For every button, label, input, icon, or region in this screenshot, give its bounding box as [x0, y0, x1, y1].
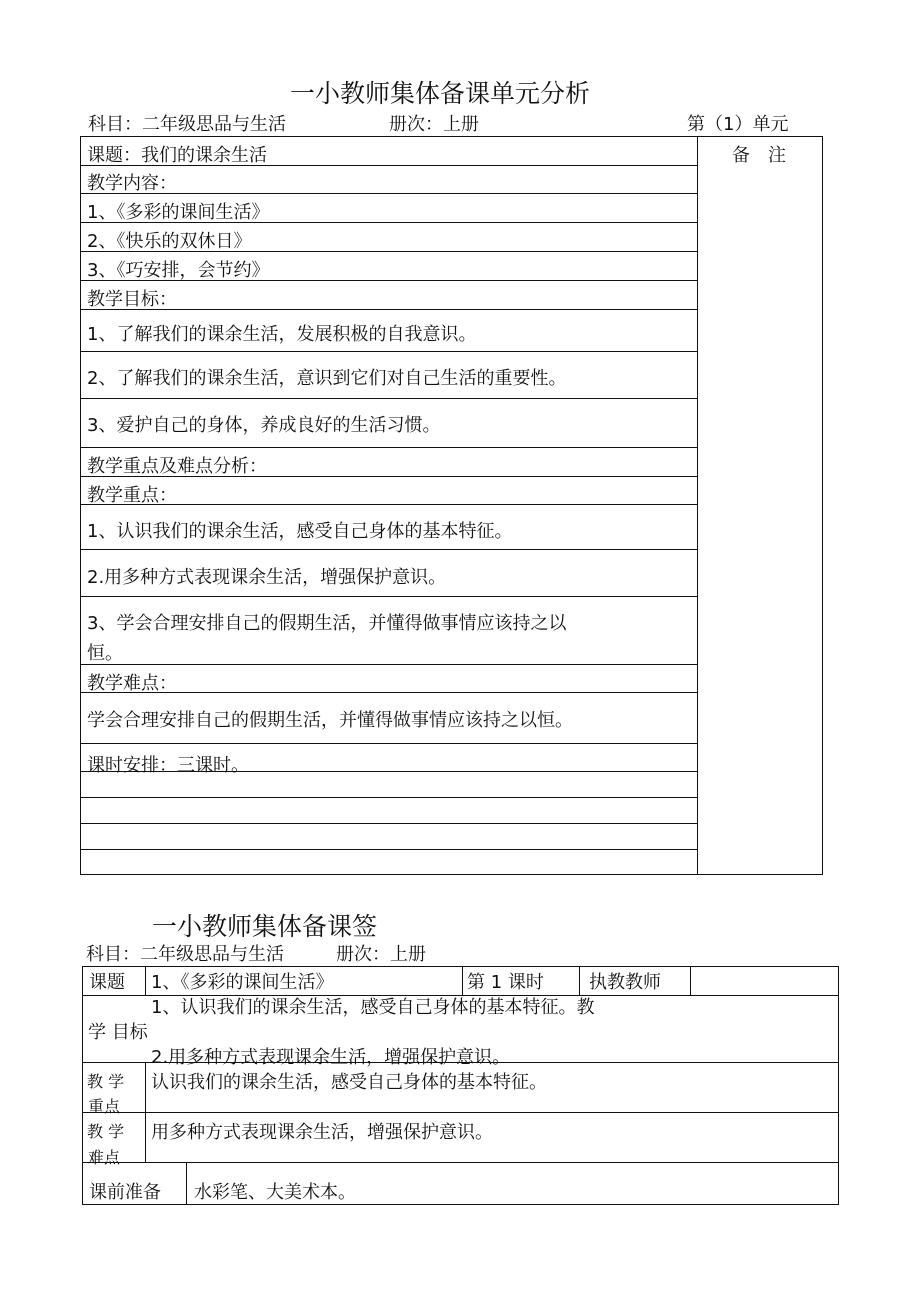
row-key-2: 2.用多种方式表现课余生活，增强保护意识。: [87, 567, 447, 588]
row-content-heading: 教学内容：: [87, 173, 177, 194]
diff-value: 用多种方式表现课余生活，增强保护意识。: [151, 1122, 493, 1143]
lesson-number: 第 1 课时: [467, 972, 544, 993]
topic-label: 课题: [89, 972, 125, 993]
doc1-title: 一小教师集体备课单元分析: [290, 79, 591, 108]
row-goals-heading: 教学目标：: [87, 289, 177, 310]
row-goal-3: 3、爱护自己的身体，养成良好的生活习惯。: [87, 415, 441, 436]
goal-label: 学 目标: [88, 1022, 148, 1043]
row-content-1: 1、《多彩的课间生活》: [87, 202, 270, 223]
diff-label-line1: 教 学: [87, 1122, 125, 1141]
key-label-line1: 教 学: [87, 1072, 125, 1091]
goal-1: 1、认识我们的课余生活，感受自己身体的基本特征。教: [151, 997, 595, 1018]
row-schedule: 课时安排：三课时。: [87, 755, 249, 776]
prep-label: 课前准备: [89, 1182, 161, 1203]
teacher-label: 执教教师: [589, 972, 661, 993]
doc1-unit: 第（1）单元: [687, 114, 789, 135]
doc1-volume: 册次：上册: [389, 114, 479, 135]
row-goal-2: 2、了解我们的课余生活，意识到它们对自己生活的重要性。: [87, 368, 567, 389]
row-key-heading: 教学重点：: [87, 485, 177, 506]
key-value: 认识我们的课余生活，感受自己身体的基本特征。: [151, 1072, 547, 1093]
topic-value: 1、《多彩的课间生活》: [151, 972, 334, 993]
row-keydiff-heading: 教学重点及难点分析：: [87, 456, 267, 477]
row-key-1: 1、认识我们的课余生活，感受自己身体的基本特征。: [87, 521, 513, 542]
doc2-title: 一小教师集体备课签: [152, 912, 378, 941]
row-goal-1: 1、了解我们的课余生活，发展积极的自我意识。: [87, 324, 477, 345]
row-topic: 课题：我们的课余生活: [87, 145, 267, 166]
remarks-header: 备 注: [732, 145, 786, 166]
doc2-volume: 册次：上册: [336, 944, 426, 965]
row-content-3: 3、《巧安排，会节约》: [87, 260, 270, 281]
goal-2: 2.用多种方式表现课余生活，增强保护意识。: [151, 1047, 511, 1068]
row-diff-heading: 教学难点：: [87, 673, 177, 694]
row-content-2: 2、《快乐的双休日》: [87, 231, 252, 252]
row-key-3-cont: 恒。: [87, 643, 123, 664]
doc2-subject: 科目：二年级思品与生活: [86, 944, 284, 965]
diff-label-line2: 难点: [88, 1148, 121, 1167]
prep-value: 水彩笔、大美术本。: [194, 1182, 356, 1203]
row-key-3: 3、学会合理安排自己的假期生活，并懂得做事情应该持之以: [87, 613, 567, 634]
doc1-subject: 科目：二年级思品与生活: [88, 114, 286, 135]
row-diff-1: 学会合理安排自己的假期生活，并懂得做事情应该持之以恒。: [87, 710, 573, 731]
key-label-line2: 重点: [88, 1097, 121, 1116]
